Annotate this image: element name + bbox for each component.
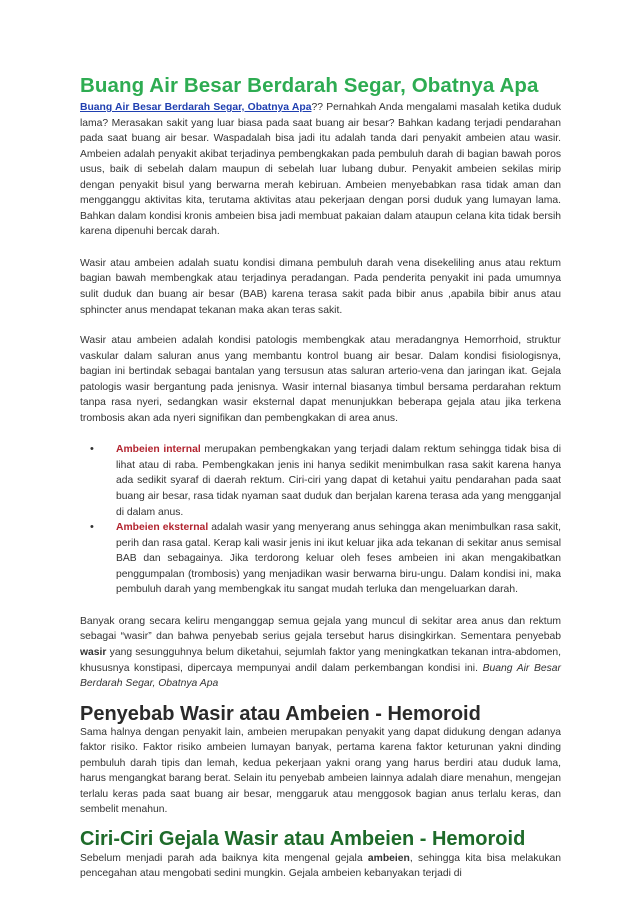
term-external-text: adalah wasir yang menyerang anus sehingga akan menimbulkan rasa sakit, perih dan rasa gatal. Kerap kali wasir jenis ini ikut keluar jika ada tekanan di sekitar anus semisal BAB dan sebagainya. Jika terdorong keluar oleh feses ambeien ini akan mengakibatkan penggumpalan (trombosis) yang menjadikan wasir berwarna biru-ungu. Dalam kondisi ini, maka pembuluh darah yang membengkak itu sangat mudah terluka dan mengeluarkan darah. [116, 522, 562, 596]
ambeien-bold: ambeien [367, 852, 410, 864]
misconception-text-a: Banyak orang secara keliru menganggap semua gejala yang muncul di sekitar area anus dan rektum sebagai “wasir” dan bahwa penyebab serius gejala tersebut harus disingkirkan. Sementara penyebab [80, 615, 561, 643]
paragraph-definition: Wasir atau ambeien adalah suatu kondisi dimana pembuluh darah vena disekeliling anus atau rektum bagian bawah membengkak atau terjadinya peradangan. Pada penderita penyakit ini pada umumnya sulit duduk dan buang air besar (BAB) karena terasa sakit pada bibir anus ,apabila bibir anus atau sphincter anus mendapat tekanan maka akan teras sakit. [80, 257, 561, 316]
title-keyword-link[interactable]: Buang Air Besar Berdarah Segar, Obatnya Apa [80, 102, 312, 113]
symptoms-text-b: , sehingga kita bisa melakukan pencegahan atau mengobati sedini mungkin. Gejala ambeien kebanyakan terjadi di [80, 852, 562, 880]
ambeien-type-list [80, 442, 561, 597]
paragraph-pathology: Wasir atau ambeien adalah kondisi patologis membengkak atau meradangnya Hemorrhoid, struktur vaskular dalam saluran anus yang membantu kontrol buang air besar. Dalam kondisi fisiologisnya, bagian ini bertindak sebagai bantalan yang tersusun atas saluran arterio-vena dan jaringan ikat. Gejala patologis wasir bergantung pada jenisnya. Wasir internal biasanya timbul bersama perdarahan rektum tanpa rasa nyeri, sedangkan wasir eksternal dapat menunjukkan beberapa gejala atau jika terkena trombosis akan ada nyeri signifikan dan pembengkakan di area anus. [80, 335, 561, 424]
paragraph-symptoms [80, 851, 561, 882]
page-title: Buang Air Besar Berdarah Segar, Obatnya Apa [80, 74, 539, 97]
section-heading-penyebab: Penyebab Wasir atau Ambeien - Hemoroid [80, 702, 481, 725]
symptoms-text-a: Sebelum menjadi parah ada baiknya kita mengenal gejala [80, 852, 368, 864]
section-heading-ciri: Ciri-Ciri Gejala Wasir atau Ambeien - Hemoroid [80, 827, 526, 850]
intro-paragraph [80, 100, 561, 240]
document-page [80, 74, 561, 882]
bullet-icon: • [90, 521, 94, 534]
wasir-bold: wasir [80, 646, 107, 658]
term-internal-text: merupakan pembengkakan yang terjadi dalam rektum sehingga tidak bisa di lihat atau di raba. Pembengkakan jenis ini hanya sedikit menimbulkan rasa sakit karena hanya ada sedikit syaraf di daerah rektum. Ciri-ciri yang dapat di ketahui yaitu pendarahan pada saat buang air besar, rasa tidak nyaman saat duduk dan berjalan karena terasa ada yang mengganjal di dalam anus. [116, 444, 561, 518]
list-item [80, 442, 561, 520]
paragraph-causes: Sama halnya dengan penyakit lain, ambeien merupakan penyakit yang dapat didukung dengan adanya faktor risiko. Faktor risiko ambeien lumayan banyak, pertama karena faktor keturunan yakni dinding pembuluh darah tipis dan lemah, kedua pekerjaan yakni orang yang harus berdiri atau duduk lama, harus mengangkat barang berat. Selain itu penyebab ambeien lainnya adalah diare menahun, mengejan terlalu keras pada saat buang air besar, menggaruk atau menggosok bagian anus terlalu keras, dan sembelit menahun. [80, 726, 561, 816]
paragraph-misconception [80, 614, 561, 692]
term-internal: Ambeien internal [116, 444, 201, 456]
title-italic: Buang Air Besar Berdarah Segar, Obatnya Apa [80, 662, 562, 690]
list-item [80, 520, 561, 598]
misconception-text-b: yang sesungguhnya belum diketahui, sejumlah faktor yang meningkatkan tekanan intra-abdomen, khususnya konstipasi, dipercaya mempunyai andil dalam perkembangan kondisi ini. [80, 646, 561, 674]
bullet-icon: • [90, 443, 94, 456]
intro-text: ?? Pernahkah Anda mengalami masalah ketika duduk lama? Merasakan sakit yang luar biasa pada saat buang air besar? Bahkan kadang terjadi pendarahan pada saat buang air besar. Waspadalah bisa jadi itu adalah tanda dari penyakit ambeien atau wasir. Ambeien adalah penyakit akibat terjadinya pembengkakan pada pembuluh darah di bagian bawah poros usus, baik di sebelah dalam maupun di sebelah luar lubang dubur. Penyakit ambeien sekilas mirip dengan penyakit bisul yang berwarna merah kebiruan. Ambeien menyebabkan rasa tidak aman dan mengganggu aktivitas kita, terutama aktivitas atau pekerjaan dengan porsi duduk yang lumayan lama. Bahkan dalam kondisi kronis ambeien bisa jadi membuat pakaian dalam ataupun celana kita tidak bersih karena dipenuhi bercak darah. [80, 102, 561, 238]
term-external: Ambeien eksternal [116, 522, 209, 534]
